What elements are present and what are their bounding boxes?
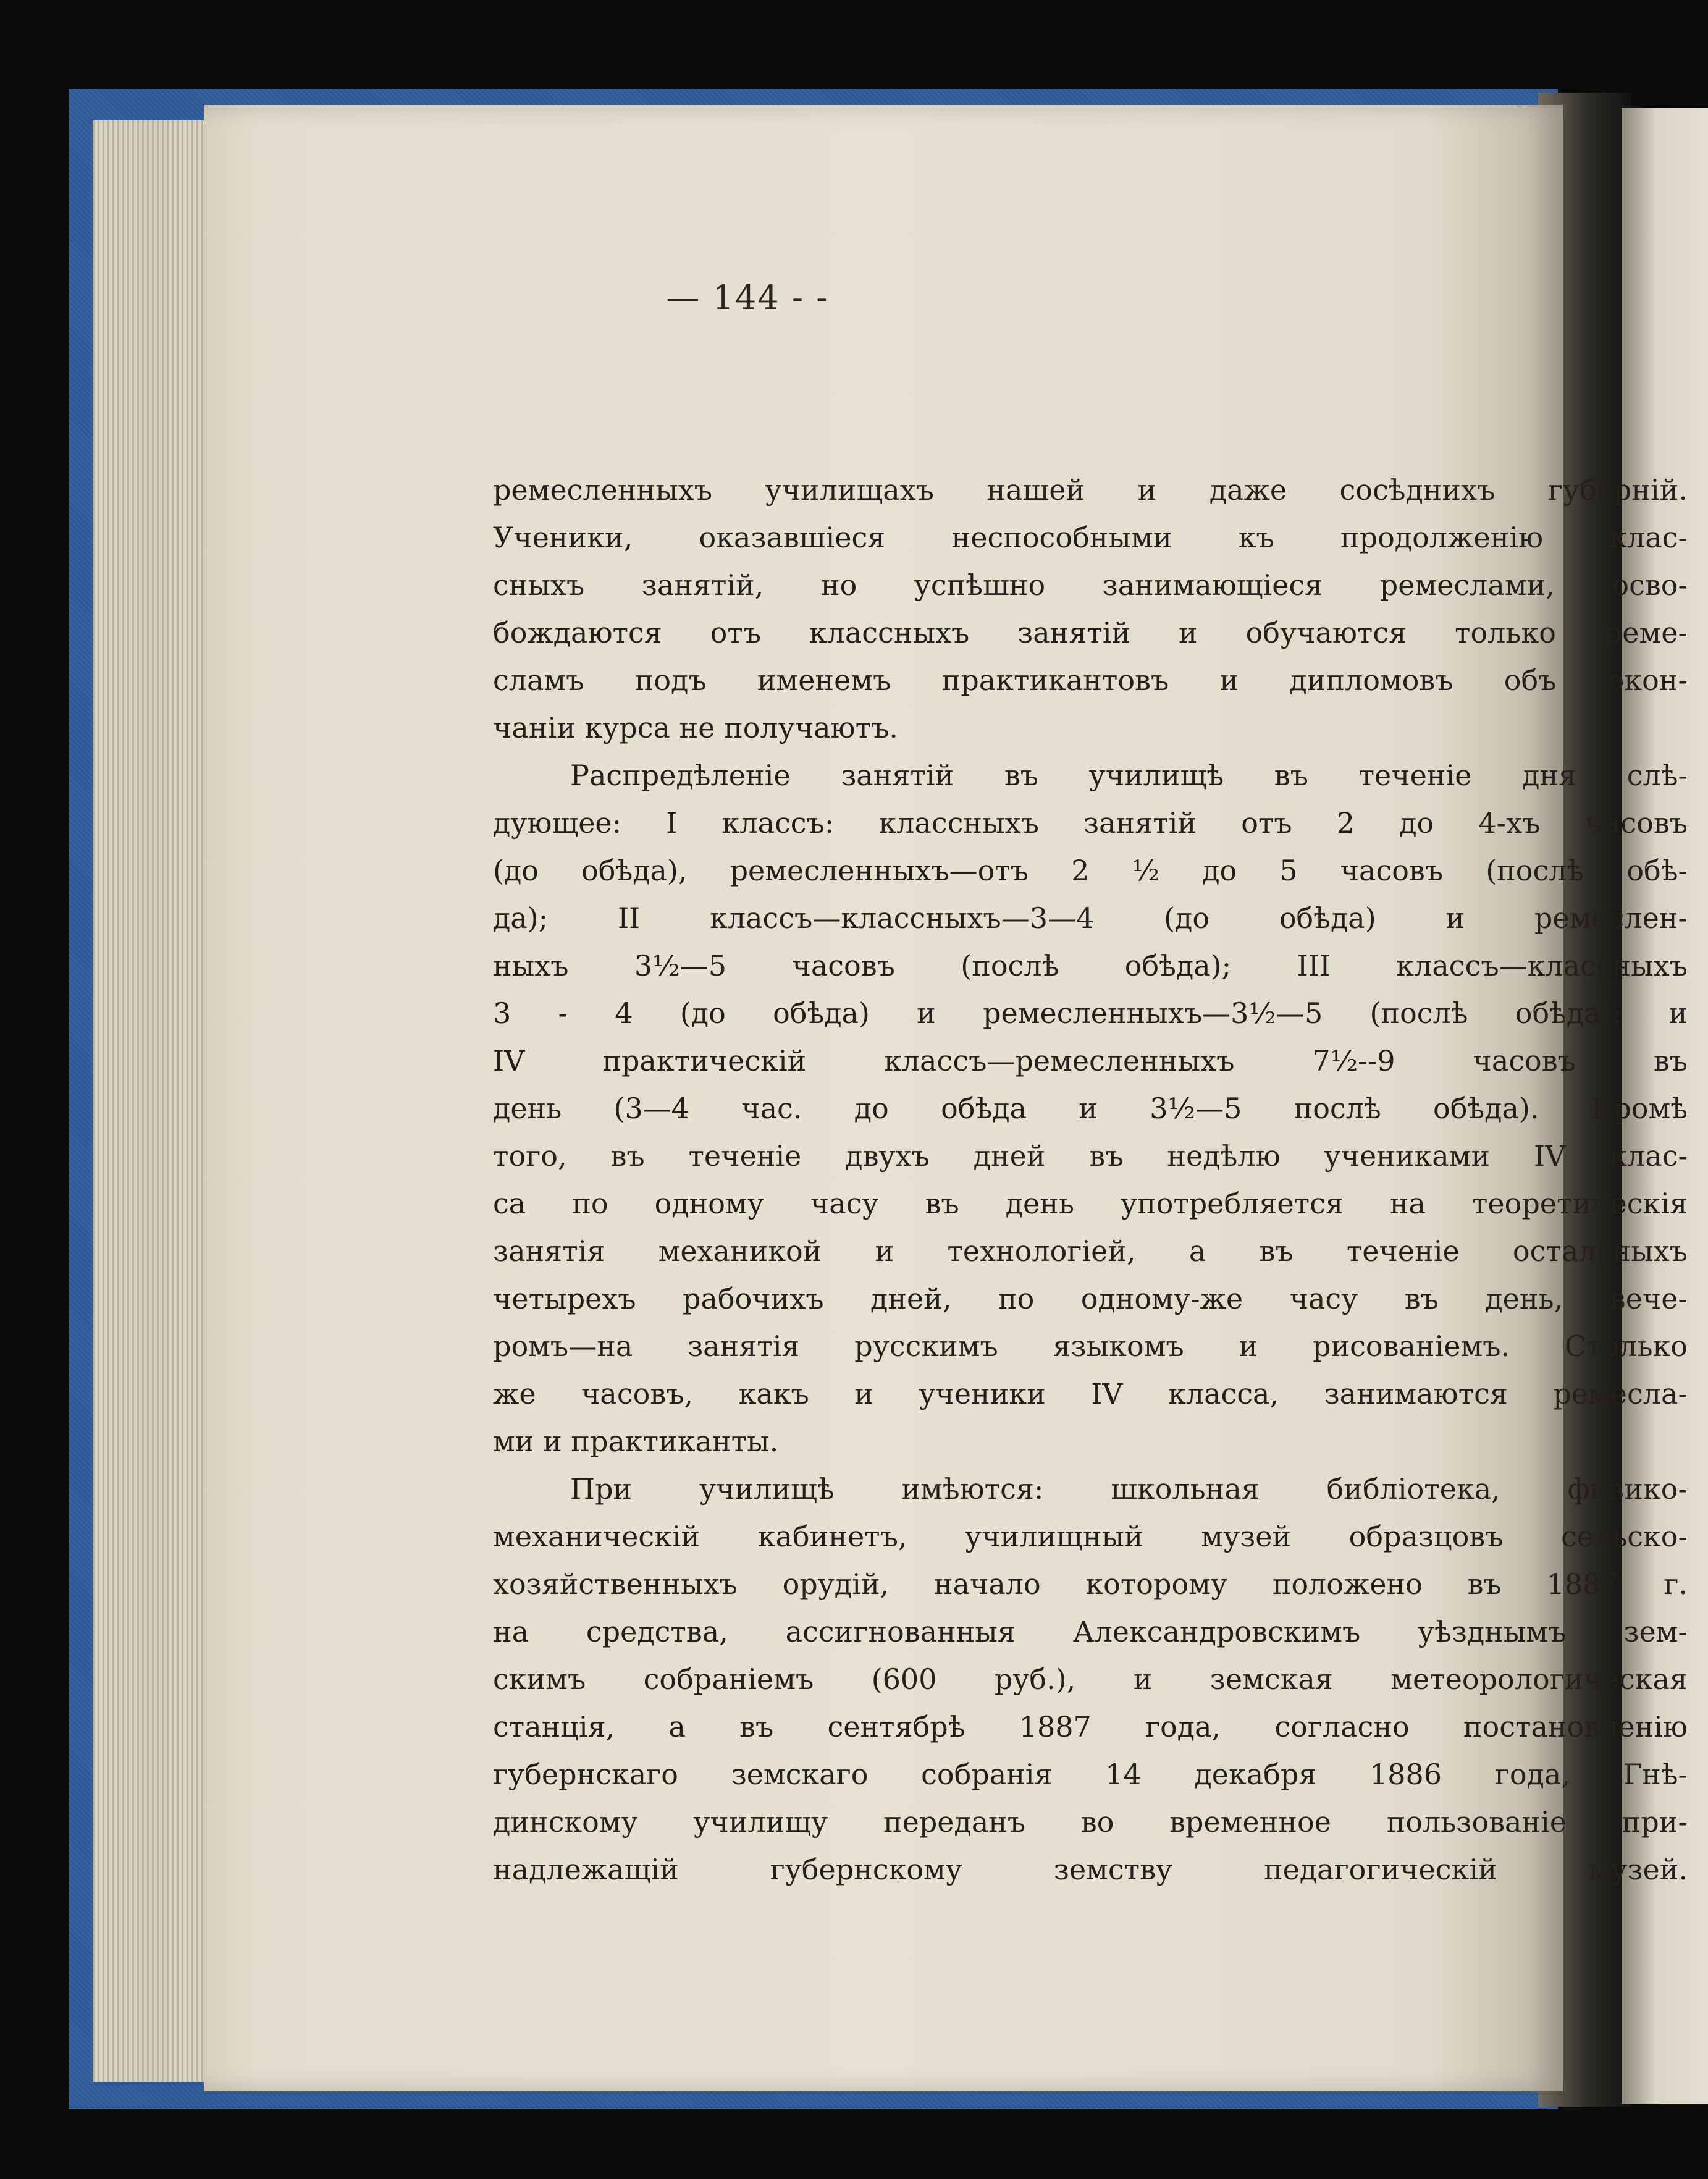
text-line: механическій кабинетъ, училищный музей образцовъ сельско-: [493, 1520, 1688, 1553]
text-line: станція, а въ сентябрѣ 1887 года, согласно постановленію: [493, 1710, 1688, 1743]
page-text: [493, 466, 1688, 1894]
text-line: же часовъ, какъ и ученики IV класса, занимаются ремесла-: [493, 1377, 1688, 1410]
text-line: дующее: I классъ: классныхъ занятій отъ 2 до 4-хъ часовъ: [493, 806, 1688, 840]
text-line: того, въ теченіе двухъ дней въ недѣлю учениками IV клас-: [493, 1139, 1688, 1173]
text-line: надлежащій губернскому земству педагогическій музей.: [493, 1853, 1688, 1886]
text-line: занятія механикой и технологіей, а въ теченіе остальныхъ: [493, 1234, 1688, 1268]
text-line: ми и практиканты.: [493, 1425, 779, 1458]
text-line: день (3—4 час. до обѣда и 3½—5 послѣ обѣда). Кромѣ: [493, 1092, 1688, 1125]
text-line: четырехъ рабочихъ дней, по одному-же часу въ день, вече-: [493, 1282, 1688, 1315]
text-line: сламъ подъ именемъ практикантовъ и дипломовъ объ окон-: [493, 664, 1688, 697]
page-number: — 144 - -: [666, 278, 829, 317]
text-line: Ученики, оказавшіеся неспособными къ продолженію клас-: [493, 521, 1688, 554]
text-line: хозяйственныхъ орудій, начало которому положено въ 1887 г.: [493, 1567, 1688, 1601]
text-line: ныхъ 3½—5 часовъ (послѣ обѣда); III классъ—классныхъ: [493, 949, 1688, 982]
text-line: Распредѣленіе занятій въ училищѣ въ теченіе дня слѣ-: [570, 759, 1688, 792]
text-line: ремесленныхъ училищахъ нашей и даже сосѣднихъ губерній.: [493, 473, 1688, 507]
book-page: [204, 105, 1688, 2091]
text-line: са по одному часу въ день употребляется на теоретическія: [493, 1187, 1688, 1220]
text-line: 3 - 4 (до обѣда) и ремесленныхъ—3½—5 (послѣ обѣда); и: [493, 997, 1688, 1030]
text-line: на средства, ассигнованныя Александровскимъ уѣзднымъ зем-: [493, 1615, 1688, 1648]
page-edges: [93, 120, 216, 2082]
text-line: скимъ собраніемъ (600 руб.), и земская метеорологическая: [493, 1663, 1688, 1696]
text-line: губернскаго земскаго собранія 14 декабря 1886 года, Гнѣ-: [493, 1758, 1688, 1791]
text-line: да); II классъ—классныхъ—3—4 (до обѣда) и ремеслен-: [493, 901, 1688, 935]
text-line: бождаются отъ классныхъ занятій и обучаются только реме-: [493, 616, 1688, 649]
text-line: чаніи курса не получаютъ.: [493, 711, 898, 744]
text-line: (до обѣда), ремесленныхъ—отъ 2 ½ до 5 часовъ (послѣ обѣ-: [493, 854, 1688, 887]
text-line: IV практическій классъ—ремесленныхъ 7½--9 часовъ въ: [493, 1044, 1688, 1077]
text-line: При училищѣ имѣются: школьная библіотека, физико-: [570, 1472, 1688, 1506]
text-line: сныхъ занятій, но успѣшно занимающіеся ремеслами, осво-: [493, 568, 1688, 602]
text-line: ромъ—на занятія русскимъ языкомъ и рисованіемъ. Столько: [493, 1330, 1688, 1363]
text-line: динскому училищу переданъ во временное пользованіе при-: [493, 1805, 1688, 1839]
